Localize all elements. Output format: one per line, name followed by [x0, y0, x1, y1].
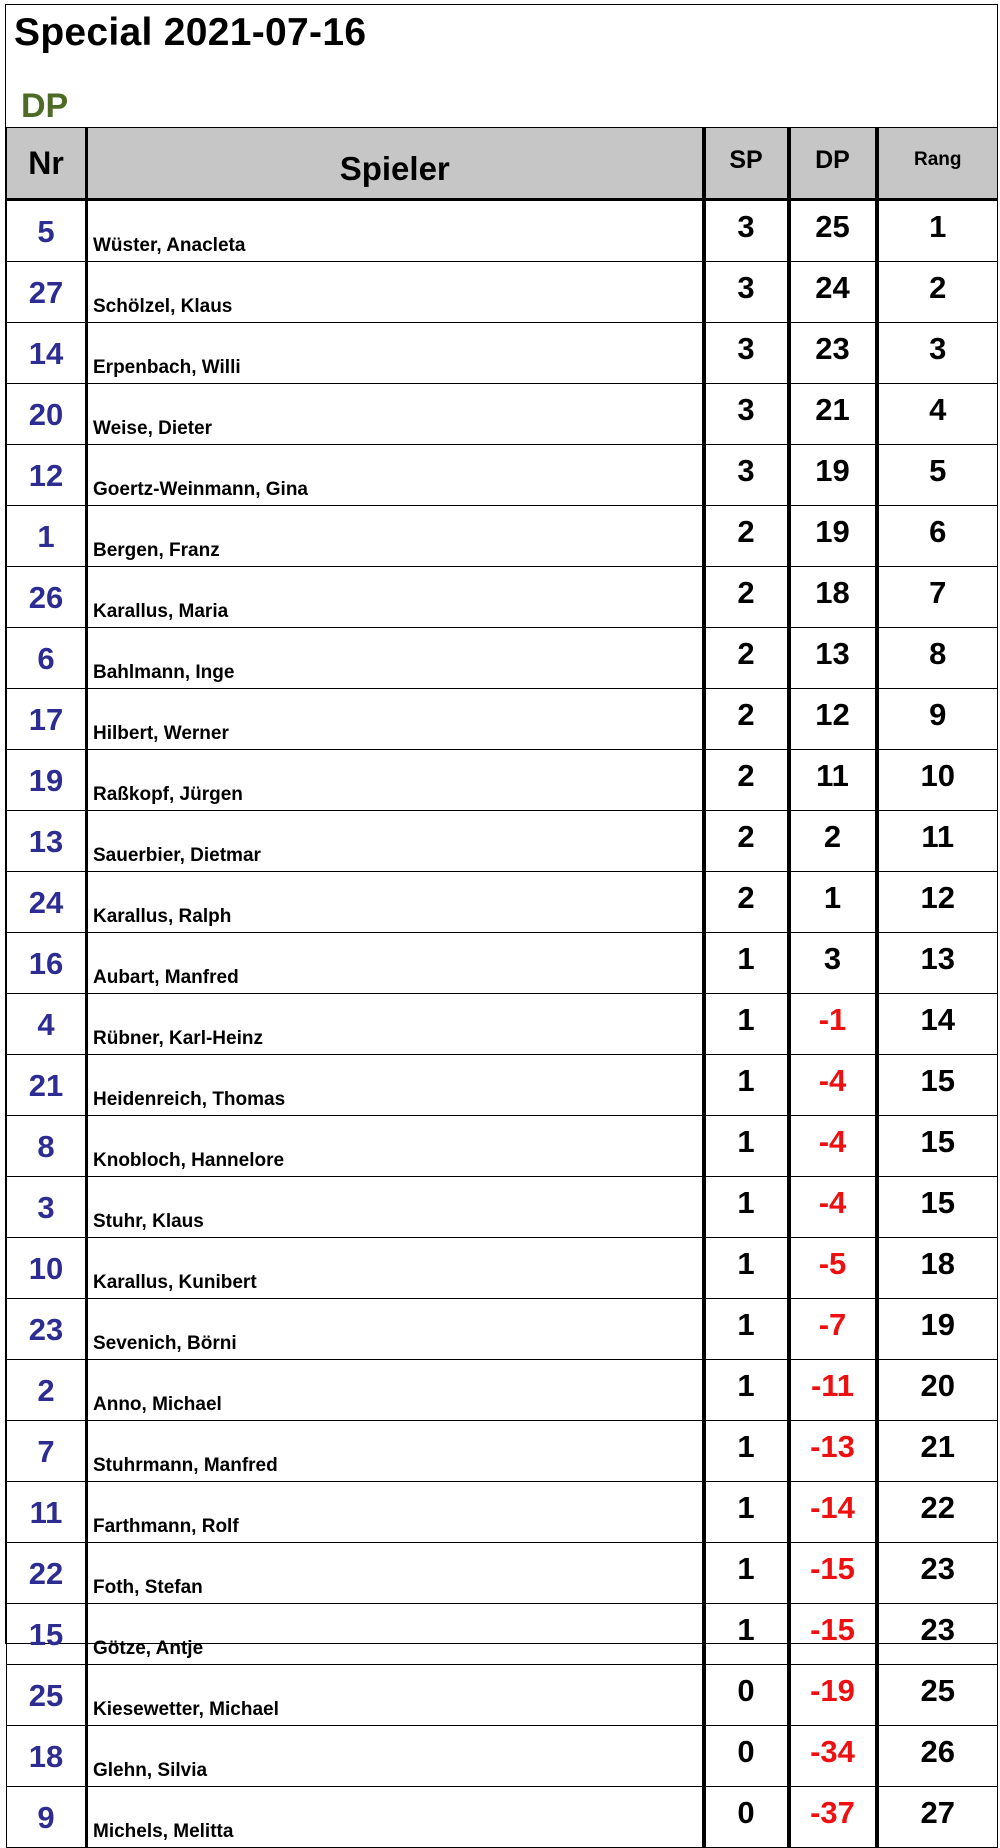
player-number: 24 [7, 872, 87, 933]
table-row [7, 323, 998, 384]
sp-value: 1 [704, 1360, 789, 1421]
table-row [7, 1299, 998, 1360]
player-number: 11 [7, 1482, 87, 1543]
rang-value: 1 [877, 200, 998, 262]
player-name: Goertz-Weinmann, Gina [87, 445, 704, 506]
table-row [7, 811, 998, 872]
table-row [7, 1055, 998, 1116]
table-row [7, 750, 998, 811]
sp-value: 2 [704, 750, 789, 811]
dp-value: -15 [789, 1543, 877, 1604]
rang-value: 23 [877, 1543, 998, 1604]
sp-value: 0 [704, 1726, 789, 1787]
rang-value: 23 [877, 1604, 998, 1665]
sp-value: 2 [704, 567, 789, 628]
table-row [7, 1665, 998, 1726]
player-name: Stuhr, Klaus [87, 1177, 704, 1238]
player-number: 25 [7, 1665, 87, 1726]
sp-value: 3 [704, 445, 789, 506]
table-row [7, 384, 998, 445]
sp-value: 3 [704, 323, 789, 384]
player-number: 22 [7, 1543, 87, 1604]
player-name: Rübner, Karl-Heinz [87, 994, 704, 1055]
dp-value: -5 [789, 1238, 877, 1299]
rang-value: 20 [877, 1360, 998, 1421]
sp-value: 1 [704, 1543, 789, 1604]
sp-value: 3 [704, 262, 789, 323]
sp-value: 2 [704, 506, 789, 567]
sp-value: 1 [704, 994, 789, 1055]
rang-value: 26 [877, 1726, 998, 1787]
dp-value: -13 [789, 1421, 877, 1482]
table-row [7, 1482, 998, 1543]
column-header-sp: SP [704, 128, 789, 200]
table-row [7, 506, 998, 567]
player-number: 15 [7, 1604, 87, 1665]
results-sheet [5, 4, 998, 1842]
page-subtitle: DP [21, 87, 69, 125]
player-name: Kiesewetter, Michael [87, 1665, 704, 1726]
rang-value: 9 [877, 689, 998, 750]
player-name: Wüster, Anacleta [87, 200, 704, 262]
player-number: 17 [7, 689, 87, 750]
player-name: Aubart, Manfred [87, 933, 704, 994]
sp-value: 1 [704, 1482, 789, 1543]
rang-value: 15 [877, 1055, 998, 1116]
sp-value: 0 [704, 1665, 789, 1726]
player-number: 3 [7, 1177, 87, 1238]
sp-value: 2 [704, 811, 789, 872]
dp-value: -4 [789, 1177, 877, 1238]
player-number: 12 [7, 445, 87, 506]
player-name: Karallus, Maria [87, 567, 704, 628]
player-name: Knobloch, Hannelore [87, 1116, 704, 1177]
sp-value: 1 [704, 1421, 789, 1482]
player-name: Foth, Stefan [87, 1543, 704, 1604]
rang-value: 3 [877, 323, 998, 384]
dp-value: -4 [789, 1116, 877, 1177]
table-row [7, 1604, 998, 1665]
dp-value: 13 [789, 628, 877, 689]
column-header-dp: DP [789, 128, 877, 200]
dp-value: 18 [789, 567, 877, 628]
rang-value: 19 [877, 1299, 998, 1360]
table-row [7, 872, 998, 933]
sp-value: 1 [704, 1299, 789, 1360]
table-row [7, 1726, 998, 1787]
player-name: Karallus, Ralph [87, 872, 704, 933]
player-number: 27 [7, 262, 87, 323]
player-number: 23 [7, 1299, 87, 1360]
player-name: Farthmann, Rolf [87, 1482, 704, 1543]
sp-value: 2 [704, 628, 789, 689]
player-number: 10 [7, 1238, 87, 1299]
dp-value: -1 [789, 994, 877, 1055]
player-name: Hilbert, Werner [87, 689, 704, 750]
player-number: 4 [7, 994, 87, 1055]
sp-value: 1 [704, 933, 789, 994]
dp-value: -7 [789, 1299, 877, 1360]
table-row [7, 1116, 998, 1177]
sp-value: 2 [704, 689, 789, 750]
player-name: Sauerbier, Dietmar [87, 811, 704, 872]
dp-value: 19 [789, 506, 877, 567]
column-header-nr: Nr [7, 128, 87, 200]
column-header-spieler: Spieler [87, 128, 704, 200]
dp-value: 12 [789, 689, 877, 750]
dp-value: 2 [789, 811, 877, 872]
table-row [7, 1787, 998, 1848]
table-row [7, 1360, 998, 1421]
rang-value: 7 [877, 567, 998, 628]
player-name: Heidenreich, Thomas [87, 1055, 704, 1116]
player-name: Weise, Dieter [87, 384, 704, 445]
table-row [7, 628, 998, 689]
dp-value: 1 [789, 872, 877, 933]
player-number: 2 [7, 1360, 87, 1421]
dp-value: 23 [789, 323, 877, 384]
results-table [6, 127, 998, 1848]
rang-value: 27 [877, 1787, 998, 1848]
sp-value: 0 [704, 1787, 789, 1848]
rang-value: 21 [877, 1421, 998, 1482]
player-number: 6 [7, 628, 87, 689]
table-row [7, 1177, 998, 1238]
dp-value: 3 [789, 933, 877, 994]
table-header [7, 128, 998, 200]
rang-value: 18 [877, 1238, 998, 1299]
player-name: Bahlmann, Inge [87, 628, 704, 689]
player-number: 8 [7, 1116, 87, 1177]
sp-value: 1 [704, 1238, 789, 1299]
player-number: 9 [7, 1787, 87, 1848]
player-number: 16 [7, 933, 87, 994]
player-number: 19 [7, 750, 87, 811]
sp-value: 1 [704, 1116, 789, 1177]
sp-value: 1 [704, 1604, 789, 1665]
dp-value: 19 [789, 445, 877, 506]
dp-value: 11 [789, 750, 877, 811]
rang-value: 25 [877, 1665, 998, 1726]
table-row [7, 262, 998, 323]
player-name: Karallus, Kunibert [87, 1238, 704, 1299]
dp-value: 21 [789, 384, 877, 445]
table-row [7, 200, 998, 262]
rang-value: 11 [877, 811, 998, 872]
player-name: Götze, Antje [87, 1604, 704, 1665]
column-header-rang: Rang [877, 128, 998, 200]
dp-value: -19 [789, 1665, 877, 1726]
table-row [7, 445, 998, 506]
player-number: 26 [7, 567, 87, 628]
dp-value: -11 [789, 1360, 877, 1421]
rang-value: 5 [877, 445, 998, 506]
player-number: 5 [7, 200, 87, 262]
player-name: Glehn, Silvia [87, 1726, 704, 1787]
table-row [7, 1543, 998, 1604]
player-name: Anno, Michael [87, 1360, 704, 1421]
player-name: Erpenbach, Willi [87, 323, 704, 384]
rang-value: 22 [877, 1482, 998, 1543]
table-row [7, 567, 998, 628]
dp-value: -4 [789, 1055, 877, 1116]
player-number: 18 [7, 1726, 87, 1787]
player-name: Bergen, Franz [87, 506, 704, 567]
table-row [7, 1238, 998, 1299]
rang-value: 14 [877, 994, 998, 1055]
sp-value: 3 [704, 200, 789, 262]
sp-value: 3 [704, 384, 789, 445]
table-row [7, 1421, 998, 1482]
table-row [7, 933, 998, 994]
page-title: Special 2021-07-16 [14, 11, 367, 54]
rang-value: 6 [877, 506, 998, 567]
dp-value: -34 [789, 1726, 877, 1787]
rang-value: 13 [877, 933, 998, 994]
player-name: Michels, Melitta [87, 1787, 704, 1848]
player-number: 1 [7, 506, 87, 567]
dp-value: 24 [789, 262, 877, 323]
dp-value: 25 [789, 200, 877, 262]
player-number: 13 [7, 811, 87, 872]
table-row [7, 994, 998, 1055]
table-body [7, 200, 998, 1848]
player-number: 7 [7, 1421, 87, 1482]
rang-value: 2 [877, 262, 998, 323]
dp-value: -15 [789, 1604, 877, 1665]
player-name: Raßkopf, Jürgen [87, 750, 704, 811]
sp-value: 1 [704, 1055, 789, 1116]
dp-value: -37 [789, 1787, 877, 1848]
rang-value: 8 [877, 628, 998, 689]
dp-value: -14 [789, 1482, 877, 1543]
sp-value: 1 [704, 1177, 789, 1238]
rang-value: 12 [877, 872, 998, 933]
rang-value: 15 [877, 1116, 998, 1177]
player-name: Stuhrmann, Manfred [87, 1421, 704, 1482]
rang-value: 10 [877, 750, 998, 811]
player-number: 14 [7, 323, 87, 384]
player-name: Schölzel, Klaus [87, 262, 704, 323]
sp-value: 2 [704, 872, 789, 933]
player-number: 20 [7, 384, 87, 445]
rang-value: 4 [877, 384, 998, 445]
header-row [7, 128, 998, 200]
rang-value: 15 [877, 1177, 998, 1238]
player-name: Sevenich, Börni [87, 1299, 704, 1360]
table-row [7, 689, 998, 750]
player-number: 21 [7, 1055, 87, 1116]
